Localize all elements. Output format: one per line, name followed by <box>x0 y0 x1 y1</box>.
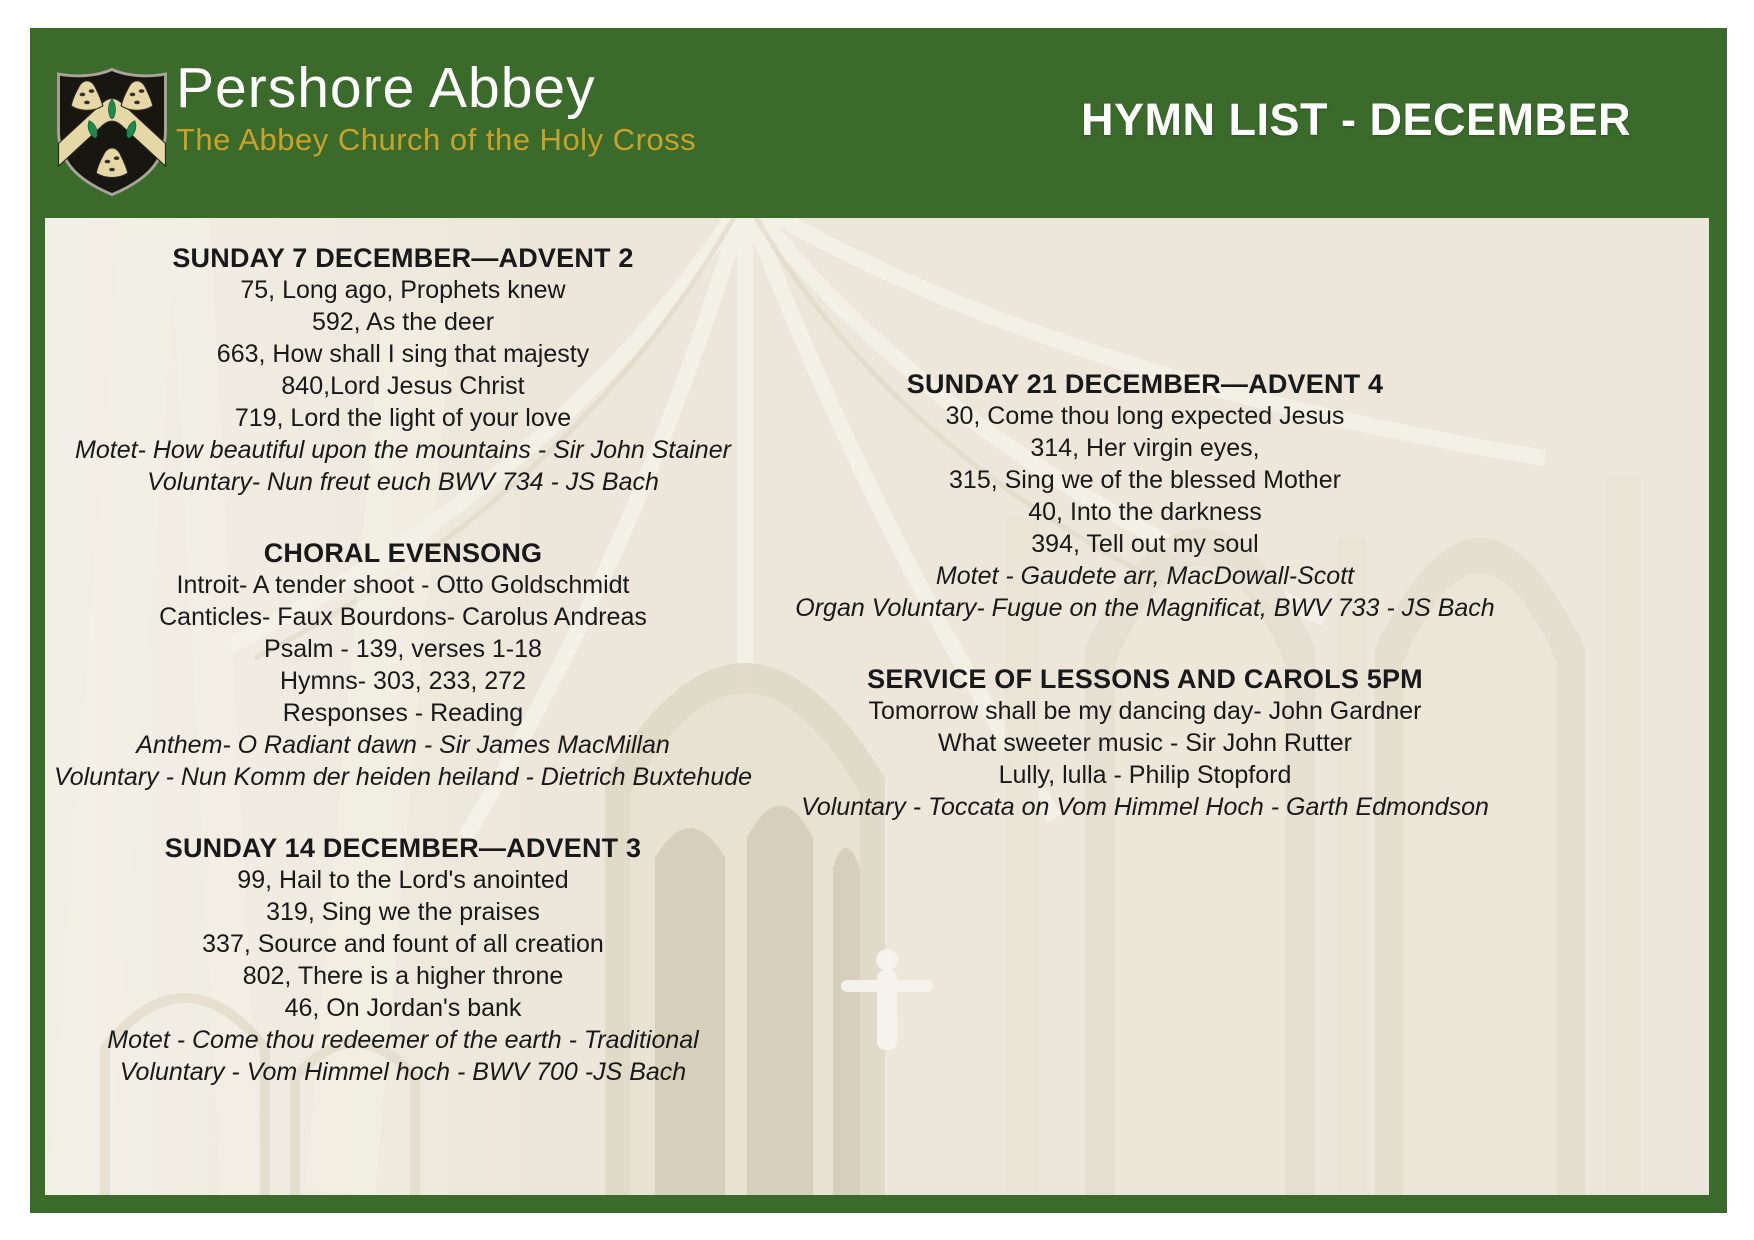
service-section <box>645 663 1645 823</box>
hymn-line: Motet - Come thou redeemer of the earth - Traditional <box>107 1026 699 1054</box>
hymn-line: Hymns- 303, 233, 272 <box>280 667 526 695</box>
hymn-line: 319, Sing we the praises <box>266 898 540 926</box>
abbey-name: Pershore Abbey <box>176 56 596 120</box>
abbey-title-block <box>176 56 696 158</box>
section-title: SUNDAY 21 DECEMBER—ADVENT 4 <box>906 369 1384 399</box>
hymn-line: 314, Her virgin eyes, <box>1030 434 1260 462</box>
hymn-line: 99, Hail to the Lord's anointed <box>237 866 569 894</box>
hymn-line: Anthem- O Radiant dawn - Sir James MacMillan <box>136 731 670 759</box>
hymn-line: Introit- A tender shoot - Otto Goldschmidt <box>176 571 630 599</box>
hymn-line: 840,Lord Jesus Christ <box>281 372 525 400</box>
hymn-line: What sweeter music - Sir John Rutter <box>937 729 1352 757</box>
hymn-line: 75, Long ago, Prophets knew <box>240 276 566 304</box>
section-title: SERVICE OF LESSONS AND CAROLS 5PM <box>867 664 1423 694</box>
hymn-sheet <box>45 218 1709 1195</box>
hymn-line: 40, Into the darkness <box>1028 498 1262 526</box>
hymn-line: Voluntary - Vom Himmel hoch - BWV 700 -JS Bach <box>119 1058 687 1086</box>
hymn-line: Voluntary- Nun freut euch BWV 734 - JS Bach <box>147 468 659 496</box>
abbey-subtitle: The Abbey Church of the Holy Cross <box>176 122 697 157</box>
section-title: SUNDAY 7 DECEMBER—ADVENT 2 <box>172 243 634 273</box>
column-right <box>645 368 1645 823</box>
section-title: CHORAL EVENSONG <box>263 538 543 568</box>
hymn-line: 663, How shall I sing that majesty <box>216 340 590 368</box>
hymn-line: Tomorrow shall be my dancing day- John Gardner <box>868 697 1422 725</box>
header <box>30 28 1727 218</box>
abbey-crest-icon <box>55 66 169 198</box>
hymn-line: 30, Come thou long expected Jesus <box>945 402 1345 430</box>
page-title: HYMN LIST - DECEMBER <box>1081 94 1631 145</box>
hymn-line: Voluntary - Toccata on Vom Himmel Hoch - Garth Edmondson <box>801 793 1489 821</box>
hymn-line: 337, Source and fount of all creation <box>202 930 604 958</box>
hymn-line: Motet - Gaudete arr, MacDowall-Scott <box>935 562 1355 590</box>
hymn-line: 46, On Jordan's bank <box>284 994 522 1022</box>
section-title: SUNDAY 14 DECEMBER—ADVENT 3 <box>164 833 642 863</box>
hymn-line: Responses - Reading <box>282 699 524 727</box>
hymn-line: Lully, lulla - Philip Stopford <box>998 761 1292 789</box>
green-frame <box>30 28 1727 1213</box>
hymn-line: 592, As the deer <box>311 308 495 336</box>
hymn-line: 394, Tell out my soul <box>1031 530 1259 558</box>
hymn-line: 315, Sing we of the blessed Mother <box>949 466 1341 494</box>
hymn-line: Organ Voluntary- Fugue on the Magnificat, BWV 733 - JS Bach <box>795 594 1495 622</box>
service-section <box>45 832 761 1088</box>
hymn-line: Canticles- Faux Bourdons- Carolus Andreas <box>159 603 647 631</box>
hymn-line: Psalm - 139, verses 1-18 <box>264 635 542 663</box>
service-section <box>645 368 1645 624</box>
hymn-line: 802, There is a higher throne <box>242 962 564 990</box>
hymn-line: Voluntary - Nun Komm der heiden heiland - Dietrich Buxtehude <box>53 763 753 791</box>
hymn-line: 719, Lord the light of your love <box>234 404 572 432</box>
hymn-line: Motet- How beautiful upon the mountains - Sir John Stainer <box>75 436 731 464</box>
